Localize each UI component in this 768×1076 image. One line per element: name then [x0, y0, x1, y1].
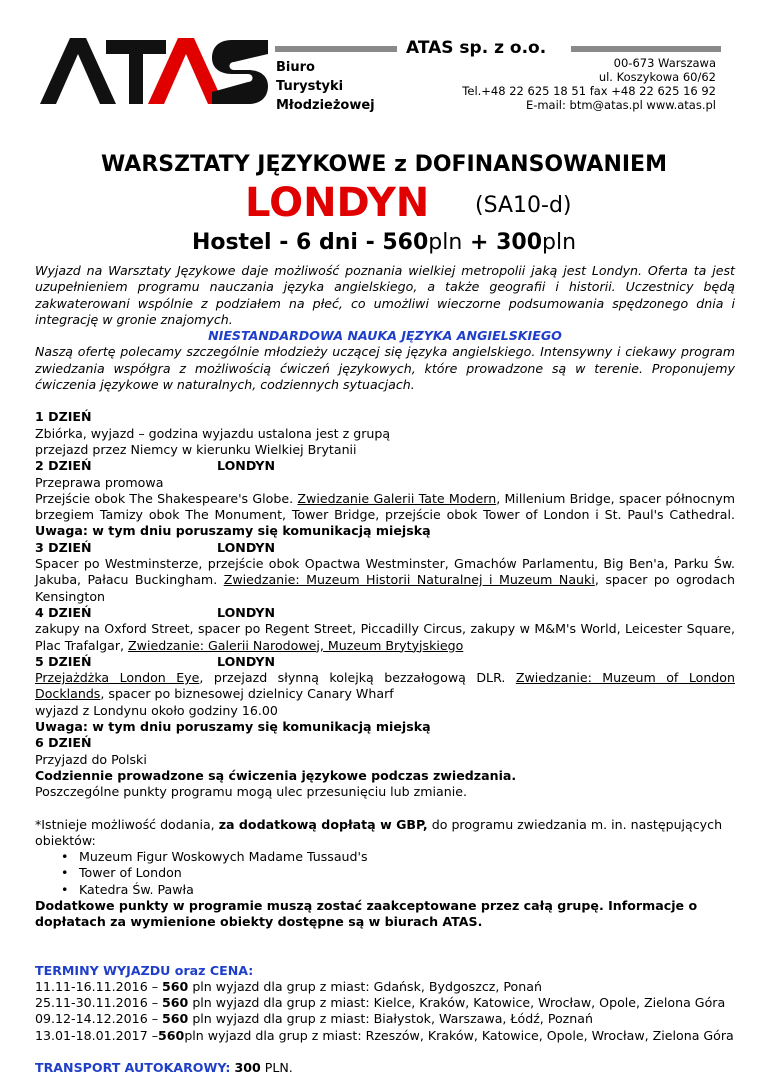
day-6-heading: 6 DZIEŃ — [35, 735, 92, 751]
list-item: • Katedra Św. Pawła — [79, 882, 735, 898]
list-item: • Muzeum Figur Woskowych Madame Tussaud's — [79, 849, 735, 865]
highlight-heading: NIESTANDARDOWA NAUKA JĘZYKA ANGIELSKIEGO — [208, 328, 562, 344]
day-5-heading: 5 DZIEŃ LONDYN — [35, 653, 276, 669]
day-4-description: zakupy na Oxford Street, spacer po Regent Street, Piccadilly Circus, zakupy w M&M's World, Leicester Square, Plac Trafalgar, Zwiedzanie: Galerii Narodowej, Muzeum Brytyjskiego — [35, 621, 735, 653]
day-5-line: wyjazd z Londynu około godziny 16.00 — [35, 702, 278, 718]
day-2-description: Przejście obok The Shakespeare's Globe. Zwiedzanie Galerii Tate Modern, Millenium Bridge, spacer północnym brzegiem Tamizy obok The Monument, Tower Bridge, przejście obok Tower of London i St. Paul's Cathedral. Uwaga: w tym dniu poruszamy się komunikacją miejską — [35, 490, 735, 539]
day-4-heading: 4 DZIEŃ LONDYN — [35, 604, 276, 620]
day-3-heading: 3 DZIEŃ LONDYN — [35, 539, 276, 555]
transport-price: TRANSPORT AUTOKAROWY: 300 PLN. — [35, 1060, 293, 1076]
header-bar-right — [571, 46, 721, 52]
extra-attractions-footer: Dodatkowe punkty w programie muszą zostać zaakceptowane przez całą grupę. Informacje o dopłatach za wymienione obiekty dostępne są w biurach ATAS. — [35, 897, 698, 930]
term-row: 11.11-16.11.2016 – 560 pln wyjazd dla grup z miast: Gdańsk, Bydgoszcz, Ponań — [35, 978, 542, 994]
day-2-line: Przeprawa promowa — [35, 474, 164, 490]
city-title: LONDYN — [245, 180, 430, 226]
day-3-description: Spacer po Westminsterze, przejście obok Opactwa Westminster, Gmachów Parlamentu, Big Ben'a, Parku Św. Jakuba, Pałacu Buckingham. Zwiedzanie: Muzeum Historii Naturalnej i Muzeum Nauki, spacer po ogrodach Kensington — [35, 556, 736, 604]
day-1-heading: 1 DZIEŃ — [35, 409, 92, 425]
page-title: WARSZTATY JĘZYKOWE z DOFINANSOWANIEM — [101, 152, 667, 177]
term-row: 25.11-30.11.2016 – 560 pln wyjazd dla grup z miast: Kielce, Kraków, Katowice, Wrocław, Opole, Zielona Góra — [35, 995, 726, 1011]
program-change-note: Poszczególne punkty programu mogą ulec przesunięciu lub zmianie. — [35, 784, 467, 800]
list-item: • Tower of London — [79, 865, 735, 881]
day-1-line: przejazd przez Niemcy w kierunku Wielkiej Brytanii — [35, 441, 357, 457]
intro-paragraph: Wyjazd na Warsztaty Językowe daje możliwość poznania wielkiej metropolii jaką jest Londyn. Oferta ta jest uzupełnieniem programu nauczania języka angielskiego, a także geografii i historii. Uczestnicy będą zakwaterowani wspólnie z podziałem na płeć, co umożliwi wieczorne podsumowania spędzonego dnia i integrację w gronie znajomych. — [35, 263, 735, 327]
atas-logo — [40, 36, 270, 108]
extra-attractions-intro: *Istnieje możliwość dodania, za dodatkową dopłatą w GBP, do programu zwiedzania m. in. następujących obiektów: — [35, 816, 723, 848]
company-name: ATAS sp. z o.o. — [406, 38, 547, 58]
offer-code: (SA10-d) — [475, 193, 572, 218]
biuro-label: Biuro Turystyki Młodzieżowej — [276, 60, 375, 113]
header-bar-left — [275, 46, 397, 52]
daily-exercises-note: Codziennie prowadzone są ćwiczenia językowe podczas zwiedzania. — [35, 767, 517, 783]
day-6-line: Przyjazd do Polski — [35, 751, 147, 767]
document-body — [35, 263, 735, 1076]
day-1-line: Zbiórka, wyjazd – godzina wyjazdu ustalona jest z grupą — [35, 425, 391, 441]
extra-attractions-list — [35, 849, 735, 898]
day-2-heading: 2 DZIEŃ LONDYN — [35, 458, 276, 474]
intro-paragraph-2: Naszą ofertę polecamy szczególnie młodzieży uczącej się języka angielskiego. Intensywny i ciekawy program zwiedzania współgra z możliwością ćwiczeń językowych, które prowadzone są w terenie. Proponujemy ćwiczenia językowe w naturalnych, codziennych sytuacjach. — [35, 344, 735, 393]
term-row: 09.12-14.12.2016 – 560 pln wyjazd dla grup z miast: Białystok, Warszawa, Łódź, Poznań — [35, 1011, 593, 1027]
day-5-note: Uwaga: w tym dniu poruszamy się komunikacją miejską — [35, 719, 431, 735]
term-row: 13.01-18.01.2017 –560pln wyjazd dla grup z miast: Rzeszów, Kraków, Katowice, Opole, Wrocław, Zielona Góra — [35, 1027, 734, 1043]
offer-summary: Hostel - 6 dni - 560pln + 300pln — [191, 230, 577, 255]
day-5-description: Przejażdżka London Eye, przejazd słynną kolejką bezzałogową DLR. Zwiedzanie: Muzeum of London Docklands, spacer po biznesowej dzielnicy Canary Wharf — [35, 670, 735, 702]
terms-heading: TERMINY WYJAZDU oraz CENA: — [35, 962, 254, 978]
company-address: 00-673 Warszawa ul. Koszykowa 60/62 Tel.+48 22 625 18 51 fax +48 22 625 16 92 E-mail: btm@atas.pl www.atas.pl — [462, 56, 716, 112]
